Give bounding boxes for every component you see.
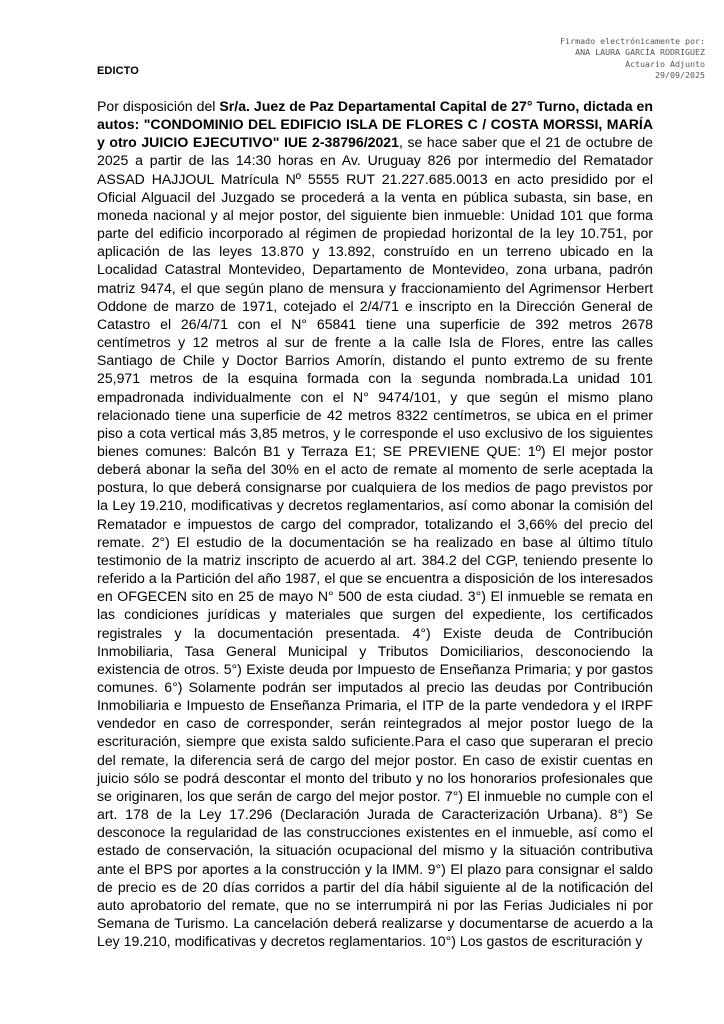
signer-name: ANA LAURA GARCÍA RODRIGUEZ xyxy=(575,47,705,58)
signature-label: Firmado electrónicamente por: xyxy=(560,36,705,46)
document-title: EDICTO xyxy=(97,65,139,77)
edict-body xyxy=(97,97,653,950)
edict-case-reference: Sr/a. Juez de Paz Departamental Capital de 27° Turno, dictada en autos: "CONDOMINIO DEL EDIFICIO ISLA DE FLORES C / COSTA MORSSI, MARÍA y otro JUICIO EJECUTIVO" IUE 2-38796/2021 xyxy=(97,98,653,151)
edict-intro: Por disposición del xyxy=(97,98,220,114)
electronic-signature-stamp xyxy=(445,36,705,81)
signature-date: 29/09/2025 xyxy=(655,69,705,80)
edict-text: , se hace saber que el 21 de octubre de 2025 a partir de las 14:30 horas en Av. Uruguay 826 por intermedio del Rematador ASSAD HAJJOUL Matrícula Nº 5555 RUT 21.227.685.0013 en acto presidido por el Oficial Alguacil del Juzgado se procederá a la venta en pública subasta, sin base, en moneda nacional y al mejor postor, del siguiente bien inmueble: Unidad 101 que forma parte del edificio incorporado al régimen de propiedad horizontal de la ley 10.751, por aplicación de las leyes 13.870 y 13.892, construído en un terreno ubicado en la Localidad Catastral Montevideo, Departamento de Montevideo, zona urbana, padrón matriz 9474, el que según plano de mensura y fraccionamiento del Agrimensor Herbert Oddone de marzo de 1971, cotejado el 2/4/71 e inscripto en la Dirección General de Catastro el 26/4/71 con el N° 65841 tiene una superficie de 392 metros 2678 centímetros y 12 metros al sur de frente a la calle Isla de Flores, entre las calles Santiago de Chile y Doctor Barrios Amorín, distando el punto extremo de su frente 25,971 metros de la esquina formada con la segunda nombrada.La unidad 101 empadronada individualmente con el N° 9474/101, y que según el mismo plano relacionado tiene una superficie de 42 metros 8322 centímetros, se ubica en el primer piso a cota vertical más 3,85 metros, y le corresponde el uso exclusivo de los siguientes bienes comunes: Balcón B1 y Terraza E1; SE PREVIENE QUE: 1º) El mejor postor deberá abonar la seña del 30% en el acto de remate al momento de serle aceptada la postura, lo que deberá consignarse por cualquiera de los medios de pago previstos por la Ley 19.210, modificativas y decretos reglamentarios, así como abonar la comisión del Rematador e impuestos de cargo del comprador, totalizando el 3,66% del precio del remate. 2°) El estudio de la documentación se ha realizado en base al último título testimonio de la matriz inscripto de acuerdo al art. 384.2 del CGP, teniendo presente lo referido a la Partición del año 1987, el que se encuentra a disposición de los interesados en OFGECEN sito en 25 de mayo N° 500 de esta ciudad. 3°) El inmueble se remata en las condiciones jurídicas y materiales que surgen del expediente, los certificados registrales y la documentación presentada. 4°) Existe deuda de Contribución Inmobiliaria, Tasa General Municipal y Tributos Domiciliarios, desconociendo la existencia de otros. 5°) Existe deuda por Impuesto de Enseñanza Primaria; y por gastos comunes. 6°) Solamente podrán ser imputados al precio las deudas por Contribución Inmobiliaria e Impuesto de Enseñanza Primaria, el ITP de la parte vendedora y el IRPF vendedor en caso de corresponder, serán reintegrados al mejor postor luego de la escrituración, siempre que exista saldo suficiente.Para el caso que superaran el precio del remate, la diferencia será de cargo del mejor postor. En caso de existir cuentas en juicio sólo se podrá descontar el monto del tributo y no los honorarios profesionales que se originaren, los que serán de cargo del mejor postor. 7°) El inmueble no cumple con el art. 178 de la Ley 17.296 (Declaración Jurada de Caracterización Urbana). 8°) Se desconoce la regularidad de las construcciones existentes en el inmueble, así como el estado de conservación, la situación ocupacional del mismo y la situación contributiva ante el BPS por aportes a la construcción y la IMM. 9°) El plazo para consignar el saldo de precio es de 20 días corridos a partir del día hábil siguiente al de la notificación del auto aprobatorio del remate, que no se interrumpirá ni por las Ferias Judiciales ni por Semana de Turismo. La cancelación deberá realizarse y documentarse de acuerdo a la Ley 19.210, modificativas y decretos reglamentarios. 10°) Los gastos de escrituración y xyxy=(97,134,653,950)
signer-role: Actuario Adjunto xyxy=(625,58,705,69)
